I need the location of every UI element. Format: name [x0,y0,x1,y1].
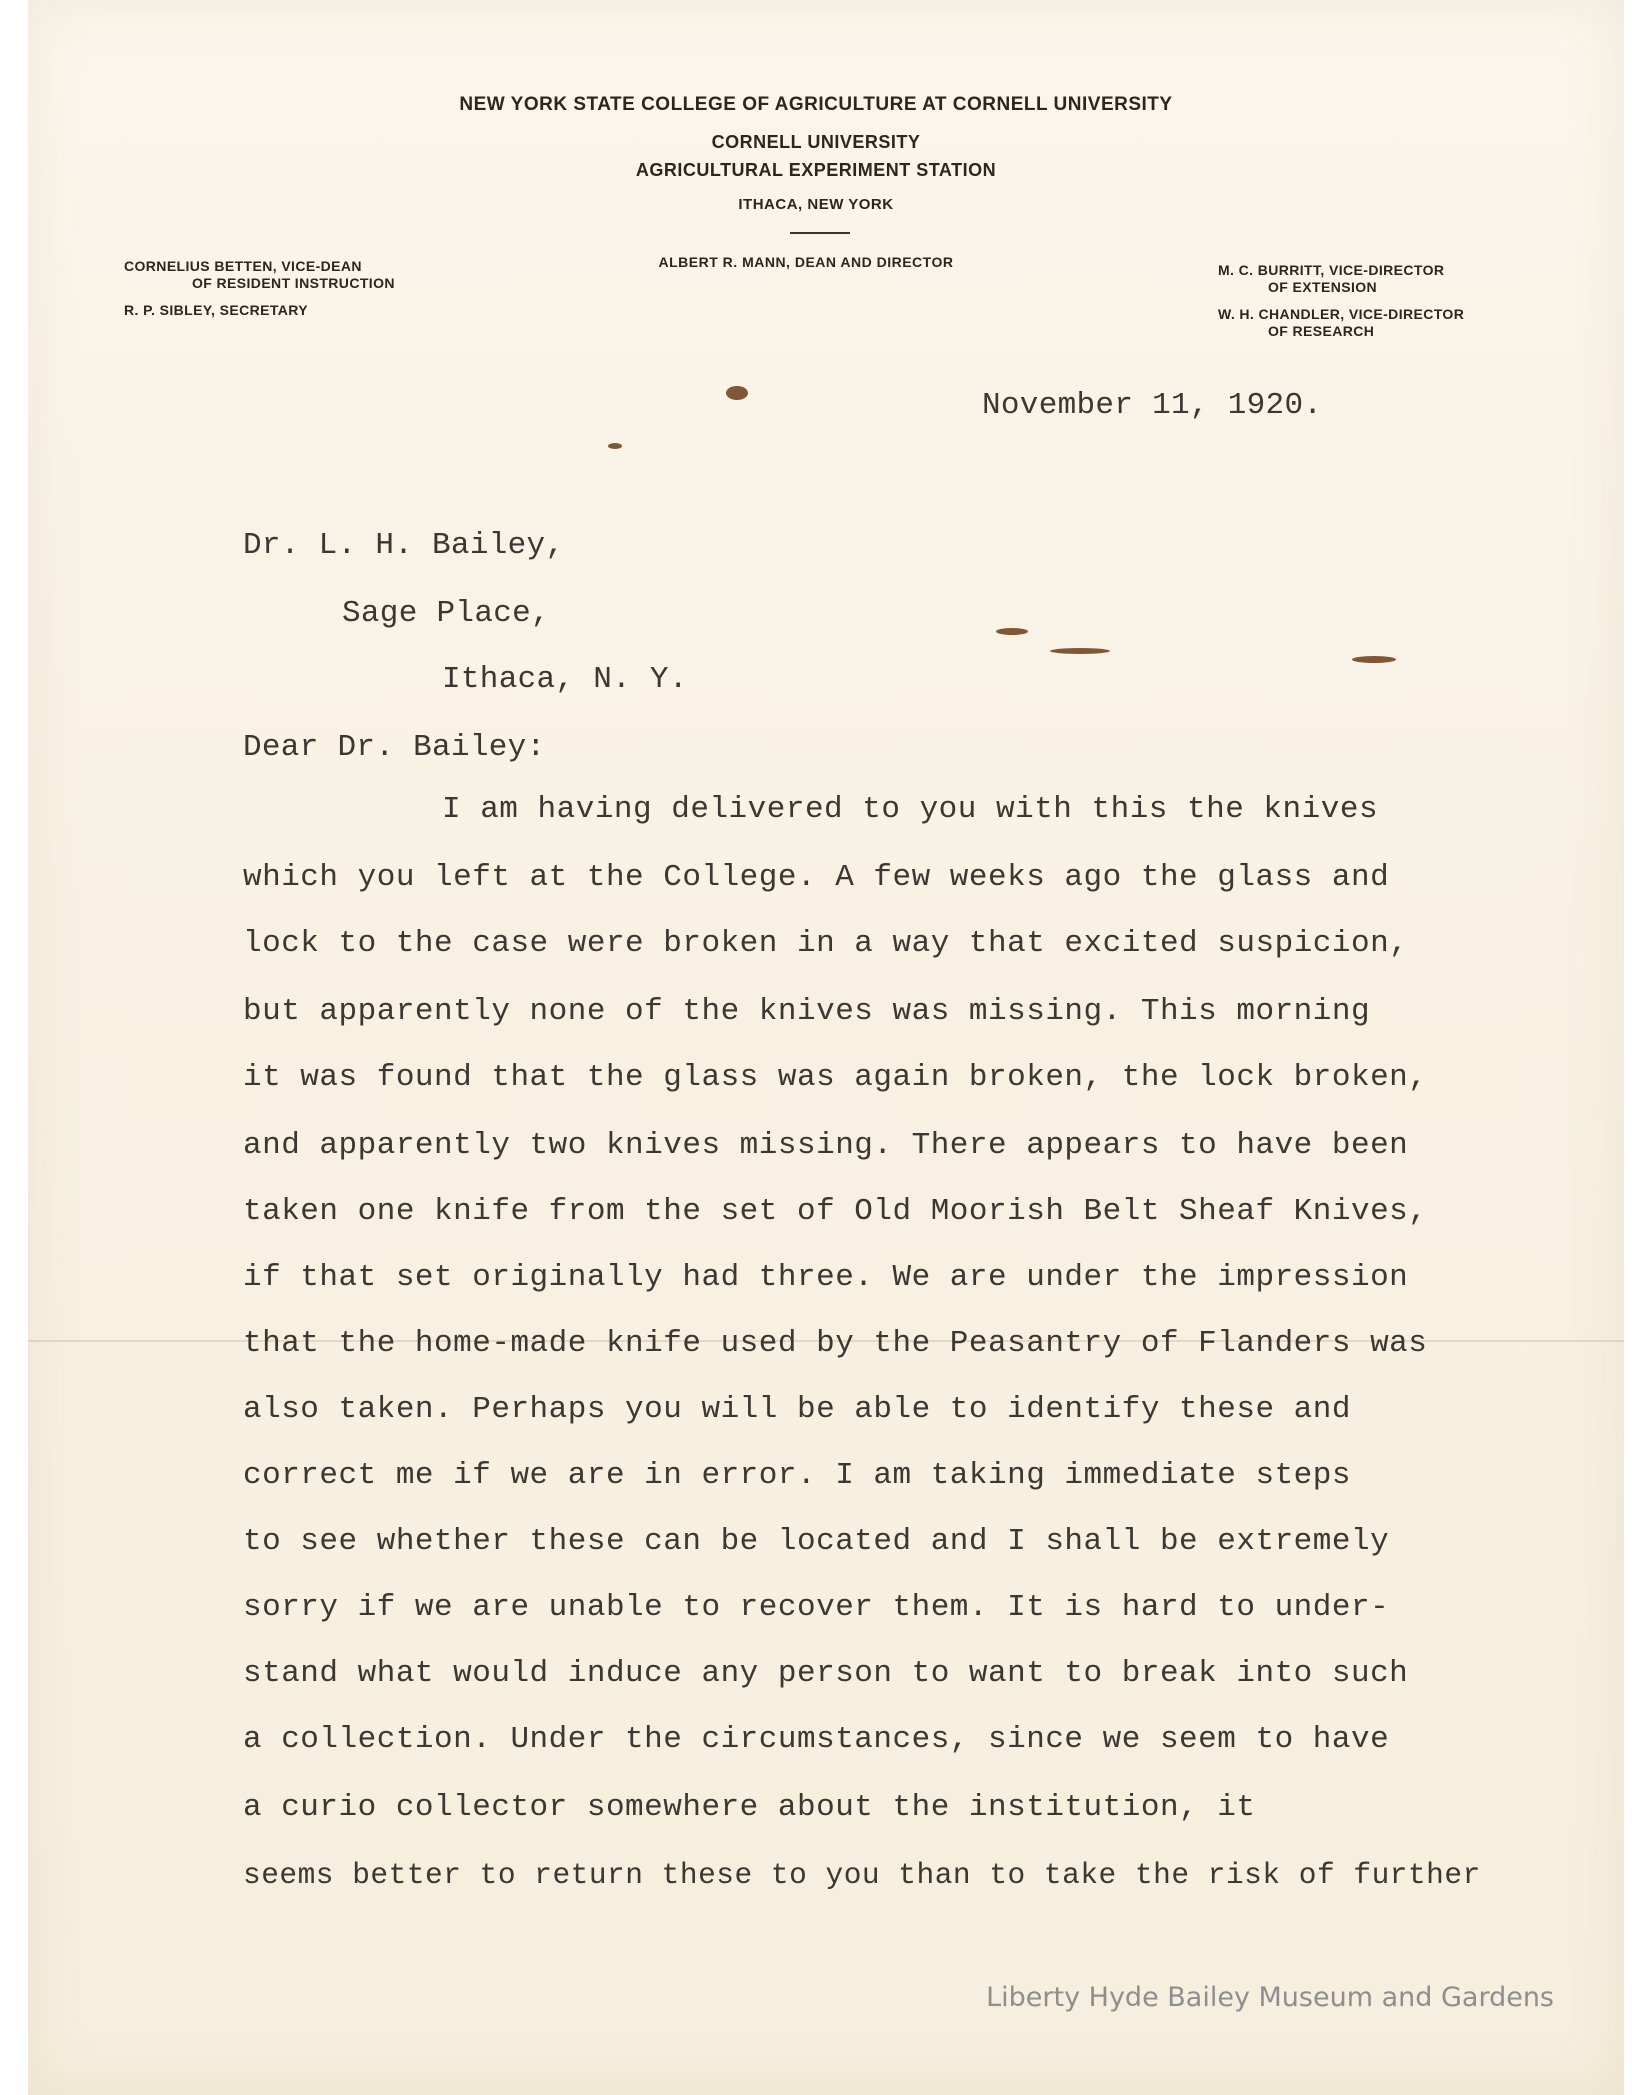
letterhead-university: CORNELL UNIVERSITY [711,132,921,152]
rust-stain [1050,648,1110,654]
left-officer-1-role: OF RESIDENT INSTRUCTION [192,275,395,291]
letterhead-station: AGRICULTURAL EXPERIMENT STATION [635,160,997,180]
body-line: seems better to return these to you than to take the risk of further [243,1858,1481,1892]
right-officer-2-title: W. H. CHANDLER, VICE-DIRECTOR [1218,306,1465,322]
right-officer-1-role: OF EXTENSION [1268,279,1378,295]
letterhead-institution: NEW YORK STATE COLLEGE OF AGRICULTURE AT CORNELL UNIVERSITY [459,94,1173,115]
body-line: a collection. Under the circumstances, since we seem to have [243,1722,1390,1757]
body-line: which you left at the College. A few weeks ago the glass and [243,860,1390,895]
body-line: taken one knife from the set of Old Moorish Belt Sheaf Knives, [243,1194,1428,1229]
recipient-street: Sage Place, [342,596,550,631]
body-line: correct me if we are in error. I am taking immediate steps [243,1458,1351,1493]
body-line: to see whether these can be located and I shall be extremely [243,1524,1390,1559]
left-officer-1 [124,258,395,292]
right-officer-2 [1218,306,1464,340]
body-line: it was found that the glass was again broken, the lock broken, [243,1060,1428,1095]
letter-date: November 11, 1920. [982,388,1323,423]
body-line: and apparently two knives missing. There appears to have been [243,1128,1409,1163]
museum-watermark: Liberty Hyde Bailey Museum and Gardens [986,1982,1554,2013]
letterhead-dean: ALBERT R. MANN, DEAN AND DIRECTOR [658,254,954,270]
ink-stain [608,443,622,449]
letterhead-city: ITHACA, NEW YORK [738,196,894,213]
right-officer-2-role: OF RESEARCH [1268,323,1375,339]
body-line: stand what would induce any person to want to break into such [243,1656,1409,1691]
left-officer-2-title: R. P. SIBLEY, SECRETARY [124,302,308,318]
body-line: sorry if we are unable to recover them. It is hard to under- [243,1590,1390,1625]
recipient-name: Dr. L. H. Bailey, [243,528,565,563]
body-line: also taken. Perhaps you will be able to identify these and [243,1392,1351,1427]
ink-stain [726,386,748,400]
salutation: Dear Dr. Bailey: [243,730,546,765]
body-line: but apparently none of the knives was missing. This morning [243,994,1371,1029]
recipient-city: Ithaca, N. Y. [442,662,688,697]
left-officer-1-title: CORNELIUS BETTEN, VICE-DEAN [124,258,362,274]
right-officer-1 [1218,262,1444,296]
body-line: that the home-made knife used by the Peasantry of Flanders was [243,1326,1428,1361]
letterhead-divider [790,232,850,234]
right-officer-1-title: M. C. BURRITT, VICE-DIRECTOR [1218,262,1445,278]
left-officer-2 [124,302,308,319]
body-line: lock to the case were broken in a way that excited suspicion, [243,926,1409,961]
rust-stain [1352,656,1396,663]
body-line: a curio collector somewhere about the institution, it [243,1790,1256,1825]
rust-stain [996,628,1028,635]
body-line: if that set originally had three. We are under the impression [243,1260,1409,1295]
body-line: I am having delivered to you with this the knives [442,792,1379,827]
